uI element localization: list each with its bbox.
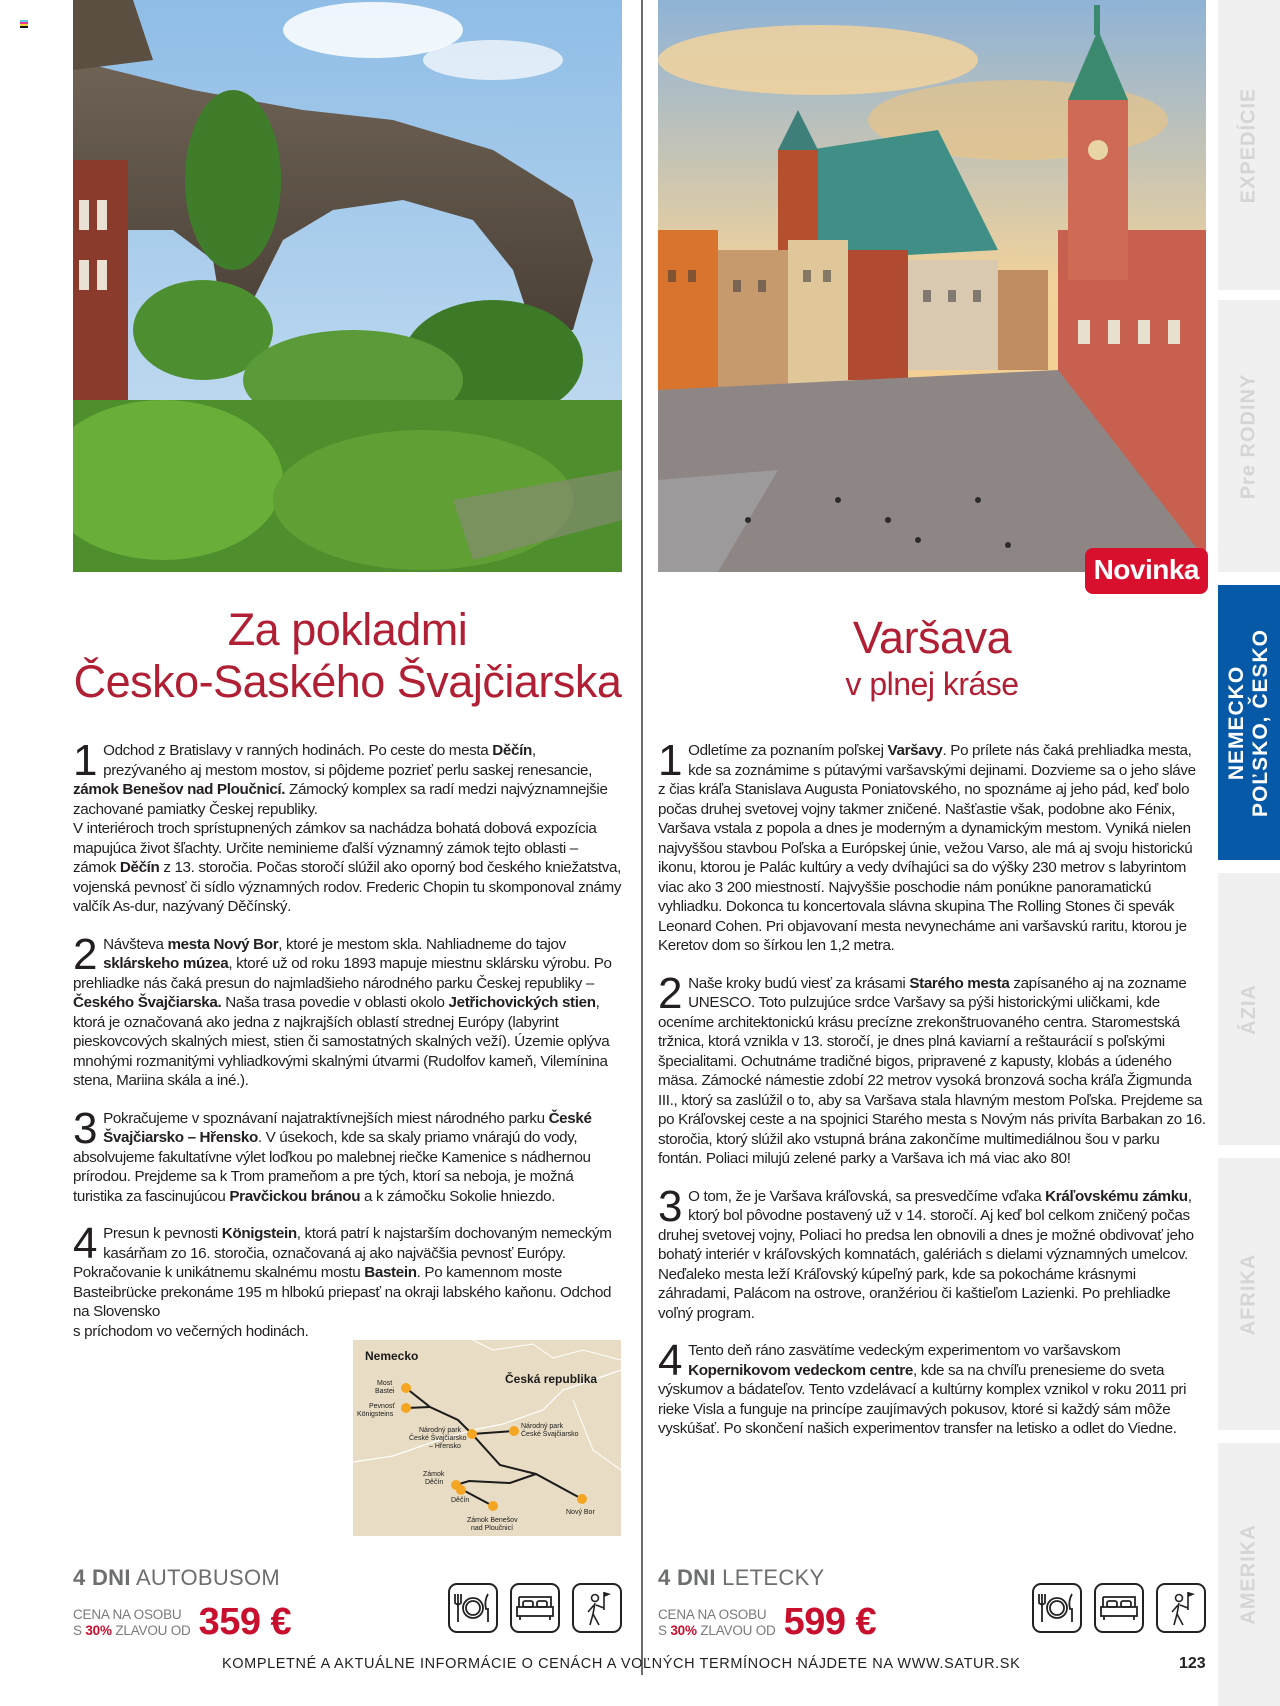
svg-text:– Hřensko: – Hřensko (429, 1443, 461, 1450)
tab-expedicie[interactable]: EXPEDÍCIE (1218, 0, 1280, 290)
itinerary-day-3: 3 O tom, že je Varšava kráľovská, sa presvedčíme vďaka Kráľovskému zámku, ktorý bol pôvodne postavený už v 14. storočí. Aj keď bol celkom zničený počas druhej svetovej vojny, Poliaci ho predsa len obnovili a dnes je možné obdivovať jeho bohatý interiér v kráľovských komnatách, galériách s dielami významných umelcov. Neďaleko mesta leží Kráľovský kúpeľný park, kde sa pokocháme krásnymi záhradami, Palácom na ostrove, oranžériou či kaštieľom Lazienki. Po prehliadke voľný program. (658, 1181, 1194, 1322)
day-number: 1 (73, 736, 98, 785)
day-number: 4 (73, 1219, 98, 1268)
itinerary-day-4: 4 Tento deň ráno zasvätíme vedeckým experimentom vo varšavskom Kopernikovom vedeckom centre, kde sa na chvíľu prenesieme do sveta výskumov a bádateľov. Tento vzdelávací a kultúrny komplex vznikol v roku 2011 pri rieke Visla a funguje na princípe zaujímavých pokusov, ktoré si každý sám môže vyskúšať. Po skončení našich experimentov transfer na letisko a odlet do Viedne. (658, 1336, 1187, 1437)
photo-pravcicka-brana (73, 0, 622, 572)
route-map (353, 1340, 621, 1536)
day-number: 1 (658, 736, 683, 785)
itinerary-day-1: 1 Odletíme za poznaním poľskej Varšavy. Po prílete nás čaká prehliadka mesta, kde sa zoznámime s pútavými varšavskými dejinami. Dozvieme sa o jeho sláve z čias kráľa Stanislava Augusta Poniatovského, no spoznáme aj jeho pád, keď bolo počas druhej svetovej vojny takmer zničené. Našťastie však, podobne ako Fénix, Varšava vstala z popola a dnes je moderným a dynamickým mestom. Vyniká nielen najvyššou stavbou Poľska a Európskej únie, vežou Varso, ale má aj svoju historickú ikonu, ktorou je Palác kultúry a vedy dvíhajúci sa do výšky 230 metrov s labyrintom viac ako 3 200 miestností. Najvyššie poschodie nám ponúkne panoramatickú vyhliadku. Dokonca tu koncertovala slávna skupina The Rolling Stones či spevák Leonard Cohen. Pri objavovaní mesta nevynecháme ani varšavskú raritu, ktorou je Keretov dom so šírkou len 1,2 metra. (658, 736, 1196, 954)
map-label-germany: Nemecko (365, 1349, 419, 1363)
itinerary-day-3: 3 Pokračujeme v spoznávaní najatraktívnejších miest národného parku České Švajčiarsko – Hřensko. V úsekoch, kde sa skaly priamo vnárajú do vody, absolvujeme fakultatívne výlet loďkou po malebnej riečke Kamenice s nádhernou prírodou. Prejdeme sa k Trom prameňom a pre tých, ktorí sa neboja, je možná turistika za fascinujúcou Pravčickou bránou a k zámočku Sokolie hniezdo. (73, 1103, 592, 1205)
tab-azia[interactable]: ÁZIA (1218, 873, 1280, 1145)
svg-text:nad Ploučnicí: nad Ploučnicí (471, 1525, 514, 1532)
day-number: 2 (658, 968, 683, 1018)
page-number: 123 (1179, 1655, 1206, 1672)
svg-text:Pevnosť: Pevnosť (369, 1403, 395, 1410)
tour-duration: 4 DNI LETECKY (658, 1565, 825, 1590)
guide-icon (572, 1583, 622, 1633)
itinerary-day-2: 2 Naše kroky budú viesť za krásami Starého mesta zapísaného aj na zozname UNESCO. Toto pulzujúce srdce Varšavy sa pýši historickými uličkami, kde oceníme architektonickú krásu precízne zrekonštruovaného centra. Staromestská tržnica, ktorá vznikla v 13. storočí, je dnes plná kaviarní a reštaurácií s poľskými špecialitami. Ochutnáme tradičné bigos, pripravené z kapusty, klobás a údeného mäsa. Zámocké námestie zdobí 22 metrov vysoká bronzová socha kráľa Žigmunda III., ktorý sa zaslúžil o to, aby sa Varšava stala hlavným mestom Poľska. Prejdeme sa po Kráľovskej ceste a na spojnici Starého mesta s Novým nás privíta Barbakan zo 16. storočia, ktorý slúžil ako vstupná brána zakončíme multimediálnou šou v parku fontán. Poliaci milujú zelené parky a Varšava ich má viac ako 80! (658, 968, 1206, 1167)
tab-amerika[interactable]: AMERIKA (1218, 1443, 1280, 1706)
itinerary-day-1: 1 Odchod z Bratislavy v ranných hodinách. Po ceste do mesta Děčín, prezývaného aj mestom mostov, si pôjdeme pozrieť perlu saskej renesancie, zámok Benešov nad Ploučnicí. Zámocký komplex sa radí medzi najvýznamnejšie zachované pamiatky Českej republiky. V interiéroch troch sprístupnených zámkov sa nachádza bohatá dobová expozícia mapujúca život šľachty. Určite neminieme ďalší významný zámok tejto oblasti – zámok Děčín z 13. storočia. Počas storočí slúžil ako oporný bod českého kniežatstva, vojenská pevnosť či sídlo významných rodov. Frederic Chopin tu skomponoval známy valčík As-dur, nazývaný Děčínský. (73, 736, 622, 915)
day-number: 2 (73, 929, 98, 979)
svg-text:Zámok Benešov: Zámok Benešov (467, 1517, 518, 1524)
price-value: 599 € (783, 1601, 877, 1643)
meal-icon (448, 1583, 498, 1633)
svg-text:Most: Most (377, 1380, 393, 1387)
new-badge: Novinka (1085, 548, 1208, 594)
svg-text:Nový Bor: Nový Bor (566, 1509, 595, 1516)
section-tabs (1218, 0, 1280, 1706)
tour-title-line2: Česko-Saského Švajčiarska (73, 656, 622, 707)
svg-text:Königsteins: Königsteins (357, 1411, 394, 1418)
svg-text:Zámok: Zámok (423, 1471, 445, 1478)
svg-text:Bastei: Bastei (375, 1388, 395, 1395)
svg-text:Národný park: Národný park (419, 1427, 462, 1434)
tour-title-line1: Za pokladmi (227, 604, 468, 655)
price-row (73, 1601, 291, 1644)
svg-text:Děčín: Děčín (425, 1479, 444, 1486)
svg-text:České Švajčiarsko: České Švajčiarsko (409, 1435, 467, 1442)
price-row (658, 1601, 876, 1644)
itinerary-day-2: 2 Návšteva mesta Nový Bor, ktoré je mestom skla. Nahliadneme do tajov sklárskeho múzea, ktoré už od roku 1893 mapuje miestnu sklársku výrobu. Po prehliadke nás čaká presun do najmladšieho národného parku Českej republiky – Českého Švajčiarska. Naša trasa povedie v oblasti okolo Jetřichovických stien, ktorá je označovaná ako jedna z najkrajších oblastí strednej Európy (labyrint pieskovcových skalných miest, stien či samostatných skalných veží). Územie oplýva mnohými rozmanitými vyhliadkovými skalnými útvarmi (Rudolfov kameň, Vilemínina stena, Mariina skála a iné.). (73, 929, 612, 1089)
tour-title (658, 612, 1206, 704)
itinerary (658, 736, 1206, 1457)
service-icons (1032, 1583, 1206, 1633)
svg-text:České Švajčiarsko: České Švajčiarsko (521, 1431, 579, 1438)
tab-nemecko-polsko-cesko[interactable]: NEMECKO POĽSKO, ČESKO (1218, 585, 1280, 860)
map-label-czech: Česká republika (505, 1372, 598, 1386)
day-number: 4 (658, 1336, 683, 1385)
tab-afrika[interactable]: AFRIKA (1218, 1158, 1280, 1430)
itinerary-day-4: 4 Presun k pevnosti Königstein, ktorá patrí k najstarším dochovaným nemeckým kasárňam zo 16. storočia, označovaná aj ako najväčšia pevnosť Európy. Pokračovanie k unikátnemu skalnému mostu Bastein. Po kamennom moste Basteibrücke prekonáme 195 m hlbokú priepasť na okraji labského kaňonu. Odchod na Slovensko s príchodom vo večerných hodinách. (73, 1219, 612, 1340)
price-label: CENA NA OSOBU S 30% ZLAVOU OD (658, 1606, 776, 1638)
guide-icon (1156, 1583, 1206, 1633)
tour-summary (658, 1565, 1206, 1645)
tab-pre-rodiny[interactable]: Pre RODINY (1218, 300, 1280, 572)
bed-icon (1094, 1583, 1144, 1633)
tour-title (73, 604, 622, 708)
footer-info-text: KOMPLETNÉ A AKTUÁLNE INFORMÁCIE O CENÁCH A VOĽNÝCH TERMÍNOCH NÁJDETE NA WWW.SATUR.SK (222, 1656, 1021, 1672)
day-number: 3 (658, 1181, 683, 1231)
itinerary (73, 736, 622, 1359)
day-number: 3 (73, 1103, 98, 1153)
price-value: 359 € (198, 1601, 292, 1643)
meal-icon (1032, 1583, 1082, 1633)
svg-text:Národný park: Národný park (521, 1423, 564, 1430)
print-color-mark (20, 20, 28, 28)
service-icons (448, 1583, 622, 1633)
tour-title-line2: v plnej kráse (845, 666, 1019, 702)
tour-duration: 4 DNI AUTOBUSOM (73, 1565, 281, 1590)
column-divider (641, 0, 643, 1675)
bed-icon (510, 1583, 560, 1633)
tour-title-line1: Varšava (852, 612, 1012, 663)
tour-summary (73, 1565, 622, 1645)
price-label: CENA NA OSOBU S 30% ZLAVOU OD (73, 1606, 191, 1638)
svg-text:Děčín: Děčín (451, 1497, 470, 1504)
photo-warsaw-castle-square (658, 0, 1206, 572)
